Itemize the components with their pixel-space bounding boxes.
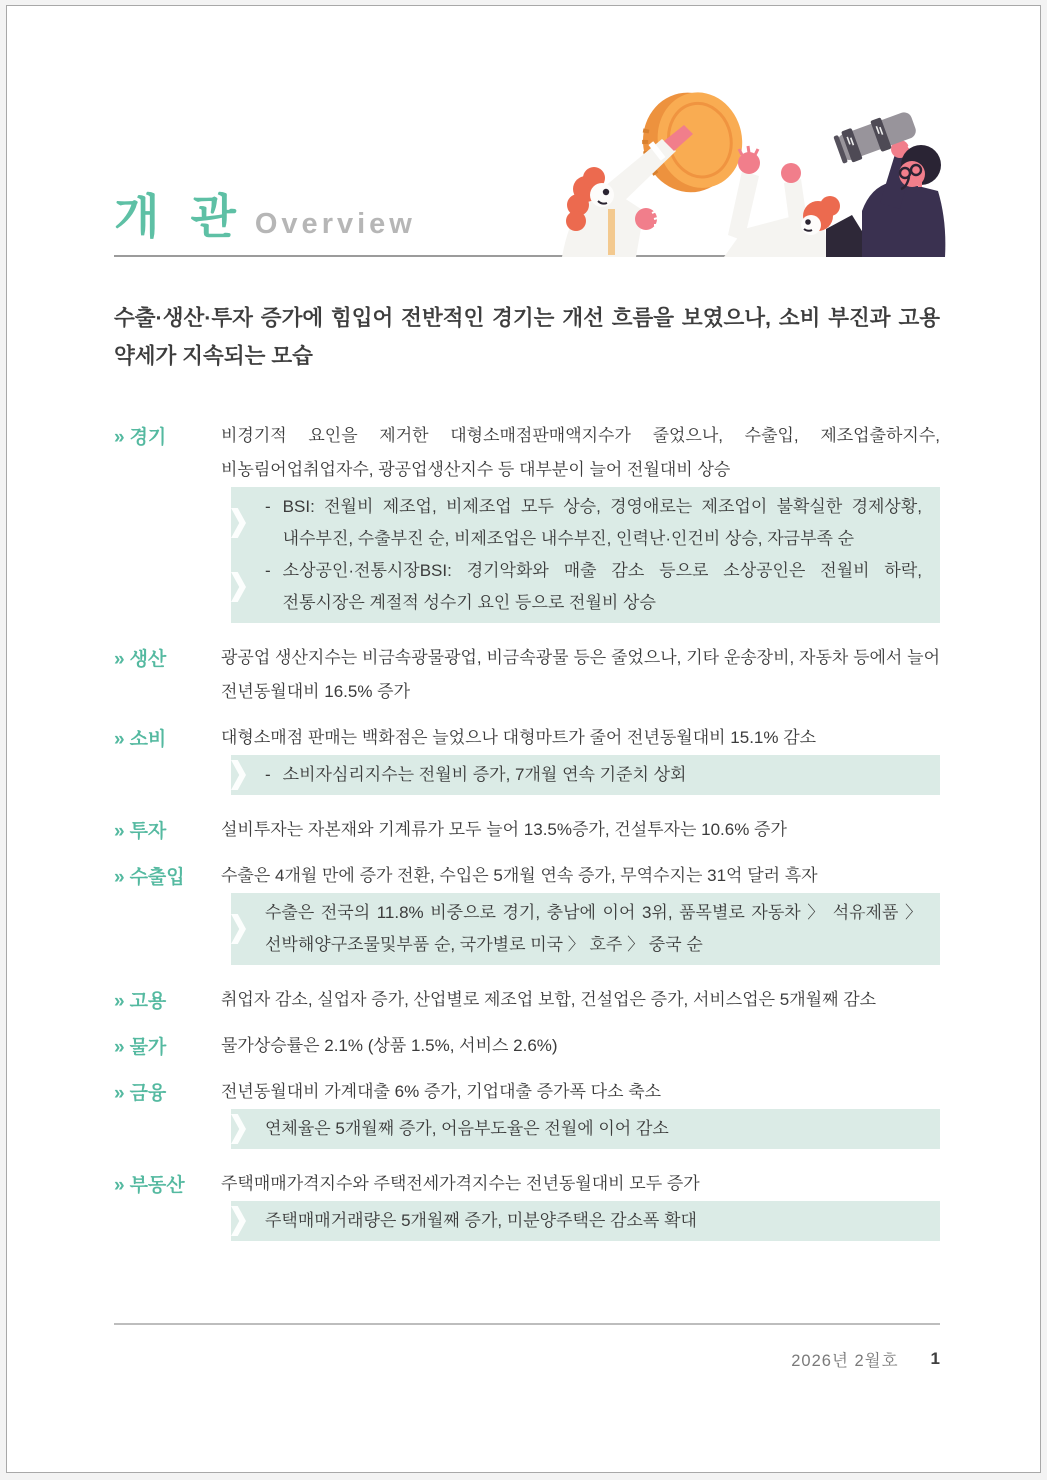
double-chevron-icon: » (114, 991, 123, 1012)
double-chevron-icon: » (114, 427, 123, 448)
section-row (114, 641, 940, 709)
highlight-box (231, 487, 940, 623)
section-row (114, 419, 940, 487)
section-row (114, 983, 940, 1017)
dash-bullet-icon: - (265, 765, 271, 784)
highlight-box-item (265, 897, 922, 961)
section-label-text: 소비 (129, 729, 167, 750)
page-header (114, 6, 940, 257)
section-row (114, 859, 940, 893)
section-label-text: 생산 (129, 649, 167, 670)
section-label-text: 경기 (129, 427, 167, 448)
footer-divider (114, 1323, 940, 1325)
section-saengsan (114, 641, 940, 709)
highlight-box-text: 연체율은 5개월째 증가, 어음부도율은 전월에 이어 감소 (265, 1119, 669, 1138)
section-label-goyong (114, 983, 221, 1017)
section-text: 취업자 감소, 실업자 증가, 산업별로 제조업 보합, 건설업은 증가, 서비스업은 5개월째 감소 (221, 990, 877, 1009)
section-text: 설비투자는 자본재와 기계류가 모두 늘어 13.5%증가, 건설투자는 10.6% 증가 (221, 820, 787, 839)
section-row (114, 1167, 940, 1201)
section-label-budongsan (114, 1167, 221, 1201)
highlight-box (231, 1201, 940, 1241)
section-tuja (114, 813, 940, 847)
section-sobi (114, 721, 940, 795)
highlight-box-text: BSI: 전월비 제조업, 비제조업 모두 상승, 경영애로는 제조업이 불확실한 경제상황, 내수부진, 수출부진 순, 비제조업은 내수부진, 인력난·인건비 상승, 자금부족 순 (282, 497, 922, 548)
section-goyong (114, 983, 940, 1017)
summary-headline: 수출·생산·투자 증가에 힘입어 전반적인 경기는 개선 흐름을 보였으나, 소비 부진과 고용 약세가 지속되는 모습 (114, 306, 940, 368)
section-text: 물가상승률은 2.1% (상품 1.5%, 서비스 2.6%) (221, 1036, 558, 1055)
highlight-box-text: 주택매매거래량은 5개월째 증가, 미분양주택은 감소폭 확대 (265, 1211, 697, 1230)
section-label-text: 고용 (129, 991, 167, 1012)
double-chevron-icon: » (114, 1175, 123, 1196)
section-label-gyeonggi (114, 419, 221, 487)
double-chevron-icon: » (114, 649, 123, 670)
title-block (114, 180, 416, 247)
section-text: 주택매매가격지수와 주택전세가격지수는 전년동월대비 모두 증가 (221, 1174, 700, 1193)
highlight-box-text: 수출은 전국의 11.8% 비중으로 경기, 충남에 이어 3위, 품목별로 자동차 〉 석유제품 〉 선박해양구조물및부품 순, 국가별로 미국 〉 호주 〉 중국 순 (265, 903, 922, 954)
section-row (114, 1029, 940, 1063)
section-text: 전년동월대비 가계대출 6% 증가, 기업대출 증가폭 다소 축소 (221, 1082, 662, 1101)
highlight-box (231, 755, 940, 795)
section-label-text: 투자 (129, 821, 167, 842)
highlight-box-item (265, 555, 922, 619)
double-chevron-icon: » (114, 729, 123, 750)
double-chevron-icon: » (114, 1037, 123, 1058)
report-page (6, 5, 1041, 1473)
section-text: 비경기적 요인을 제거한 대형소매점판매액지수가 줄었으나, 수출입, 제조업출하지수, 비농림어업취업자수, 광공업생산지수 등 대부분이 늘어 전월대비 상승 (221, 426, 940, 479)
section-label-text: 금융 (129, 1083, 167, 1104)
section-label-text: 부동산 (129, 1175, 185, 1196)
section-gyeonggi (114, 419, 940, 623)
section-label-text: 수출입 (129, 867, 185, 888)
left-person (562, 125, 693, 257)
page-content (7, 6, 1040, 1371)
double-chevron-icon: » (114, 867, 123, 888)
page-title-english: Overview (254, 208, 416, 240)
section-label-text: 물가 (129, 1037, 167, 1058)
section-text: 대형소매점 판매는 백화점은 늘었으나 대형마트가 줄어 전년동월대비 15.1% 감소 (221, 728, 817, 747)
highlight-box (231, 1109, 940, 1149)
section-row (114, 813, 940, 847)
dash-bullet-icon: - (265, 497, 271, 516)
section-row (114, 1075, 940, 1109)
sections (114, 419, 940, 1241)
section-budongsan (114, 1167, 940, 1241)
double-chevron-icon: » (114, 821, 123, 842)
page-title: 개 관 (114, 190, 245, 243)
section-text: 광공업 생산지수는 비금속광물광업, 비금속광물 등은 줄었으나, 기타 운송장비, 자동차 등에서 늘어 전년동월대비 16.5% 증가 (221, 648, 940, 701)
page-number: 1 (930, 1349, 940, 1368)
highlight-box-text: 소상공인·전통시장BSI: 경기악화와 매출 감소 등으로 소상공인은 전월비 하락, 전통시장은 계절적 성수기 요인 등으로 전월비 상승 (282, 561, 922, 612)
middle-person (724, 146, 878, 257)
section-row (114, 721, 940, 755)
double-chevron-icon: » (114, 1083, 123, 1104)
section-label-geumyung (114, 1075, 221, 1109)
issue-label: 2026년 2월호 (791, 1352, 899, 1370)
highlight-box (231, 893, 940, 965)
section-text: 수출은 4개월 만에 증가 전환, 수입은 5개월 연속 증가, 무역수지는 31억 달러 흑자 (221, 866, 818, 885)
page-footer (114, 1347, 940, 1371)
highlight-box-item (265, 1205, 922, 1237)
highlight-box-text: 소비자심리지수는 전월비 증가, 7개월 연속 기준치 상회 (282, 765, 687, 784)
highlight-box-item (265, 491, 922, 555)
section-label-saengsan (114, 641, 221, 709)
section-geumyung (114, 1075, 940, 1149)
section-label-tuja (114, 813, 221, 847)
header-illustration-icon (546, 89, 946, 257)
section-label-suchulip (114, 859, 221, 893)
highlight-box-item (265, 1113, 922, 1145)
dash-bullet-icon: - (265, 561, 271, 580)
section-mulga (114, 1029, 940, 1063)
section-label-mulga (114, 1029, 221, 1063)
section-suchulip (114, 859, 940, 965)
highlight-box-item (265, 759, 922, 791)
section-label-sobi (114, 721, 221, 755)
